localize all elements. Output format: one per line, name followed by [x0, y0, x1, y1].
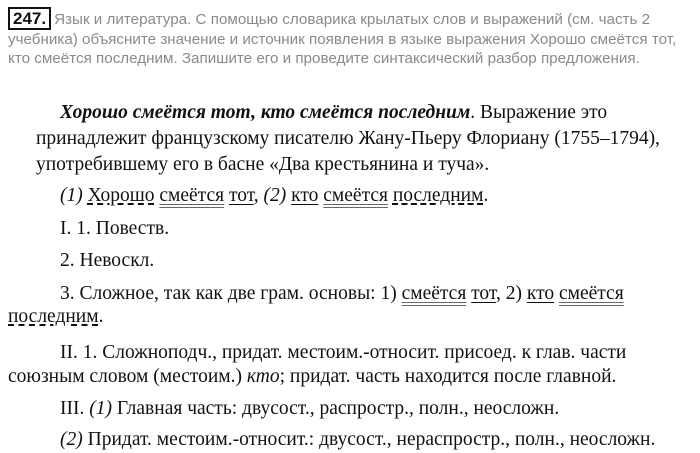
analysis-line-1 — [60, 216, 169, 242]
analysis-word-last: последним — [8, 306, 99, 327]
analysis-predicate-2: смеётся — [558, 283, 624, 304]
word-adverb: Хорошо — [87, 185, 155, 206]
analysis-iv-b: Придат. местоим.-относит.: двусост., нераспростр., полн., неосложн. — [82, 429, 656, 450]
analysis-text-3a: 3. Сложное, так как две грам. основы: 1) — [60, 283, 402, 304]
analysis-text-1: I. 1. Повеств. — [60, 218, 170, 239]
analysis-line-ii-cont — [8, 364, 616, 390]
analysis-end: . — [98, 306, 104, 327]
analysis-ii-kto: кто — [246, 366, 280, 387]
analysis-iv-marker: (2) — [60, 429, 83, 450]
explanation-3: употребившему его в басне «Два крестьянина и туча». — [36, 154, 490, 175]
sentence-end: . — [483, 185, 489, 206]
analysis-subject-2: кто — [526, 283, 555, 304]
answer-line-2 — [36, 126, 660, 152]
analysis-line-ii — [60, 340, 626, 366]
analysis-predicate-1: смеётся — [401, 283, 467, 304]
analysis-line-2 — [60, 248, 154, 274]
analysis-line-3-cont — [8, 304, 103, 330]
subject-2: кто — [291, 185, 319, 206]
predicate-2: смеётся — [323, 185, 388, 206]
part-marker-2: (2) — [263, 185, 287, 206]
task-text: Язык и литература. С помощью словарика крылатых слов и выражений (см. часть 2 учебника) объясните значение и источник появления в языке выражения Хорошо смеётся тот, кто смеётся последним. Запишите его и проведите синтаксический разбор предложения. — [8, 11, 677, 67]
sentence-line — [60, 183, 488, 209]
analysis-iii-b: Главная часть: двусост., распростр., полн., неосложн. — [111, 398, 560, 419]
phrase-title: Хорошо смеётся тот, кто смеётся последним — [60, 102, 471, 123]
analysis-line-iii — [60, 396, 559, 422]
answer-line-3 — [36, 152, 489, 178]
analysis-iii-a: III. — [60, 398, 90, 419]
subject-1: тот — [228, 185, 254, 206]
analysis-ii-1: II. 1. Сложноподч., придат. местоим.-относит. присоед. к глав. части — [60, 342, 627, 363]
part-marker-1: (1) — [60, 185, 83, 206]
analysis-ii-2b: ; придат. часть находится после главной. — [279, 366, 617, 387]
analysis-line-iv — [60, 427, 655, 453]
analysis-subject-1: тот — [471, 283, 496, 304]
explanation-1: . Выражение это — [470, 102, 608, 123]
analysis-text-3b: , 2) — [496, 283, 527, 304]
explanation-2: принадлежит французскому писателю Жану-Пьеру Флориану (1755–1794), — [36, 128, 660, 149]
analysis-text-2: 2. Невоскл. — [60, 250, 155, 271]
task-block — [8, 7, 694, 68]
analysis-iii-marker: (1) — [89, 398, 112, 419]
analysis-line-3 — [60, 281, 624, 307]
exercise-number: 247. — [8, 7, 51, 30]
word-adverb-2: последним — [392, 185, 484, 206]
comma: , — [253, 185, 259, 206]
predicate-1: смеётся — [159, 185, 225, 206]
analysis-ii-2a: союзным словом (местоим.) — [8, 366, 247, 387]
answer-line-1 — [60, 100, 607, 126]
